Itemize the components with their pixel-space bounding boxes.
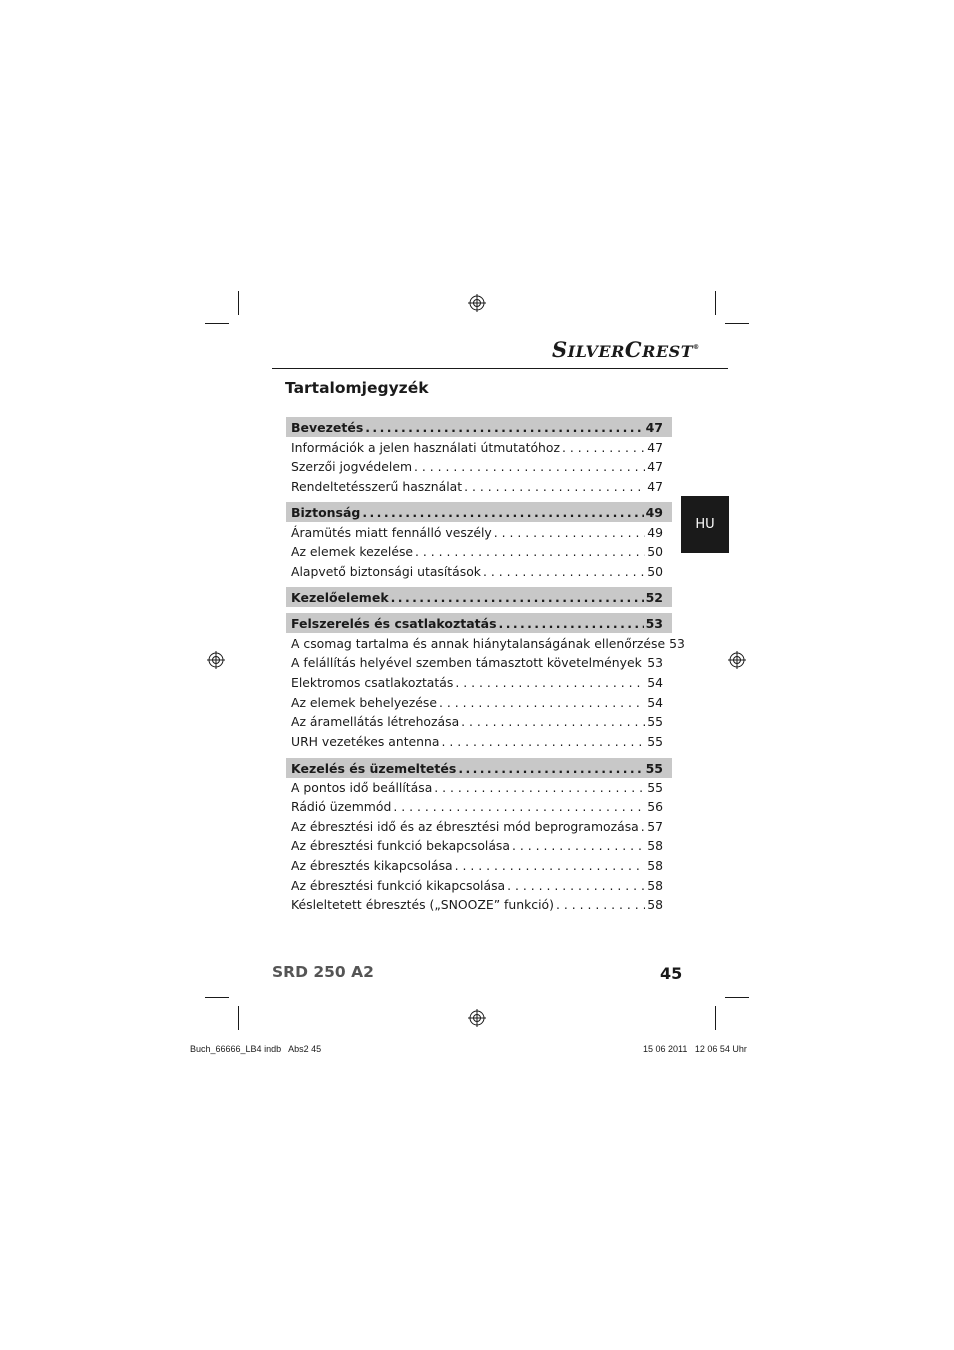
registration-mark-icon [468, 294, 486, 312]
toc-entry[interactable]: Elektromos csatlakoztatás . . . 54 [286, 672, 672, 692]
registration-mark-icon [468, 1009, 486, 1027]
toc-entry[interactable]: Késleltetett ébresztés („SNOOZE” funkció) . . . 58 [286, 894, 672, 914]
toc-entry[interactable]: Az ébresztés kikapcsolása . . . 58 [286, 855, 672, 875]
crop-mark [238, 1006, 239, 1030]
toc-section[interactable]: Felszerelés és csatlakoztatás ..... 53 [286, 613, 672, 633]
toc-entry[interactable]: A csomag tartalma és annak hiánytalanságának ellenőrzése 53 [291, 635, 685, 651]
crop-mark [205, 323, 229, 324]
header-rule [272, 368, 728, 369]
toc-entry[interactable]: Információk a jelen használati útmutatóhoz . . . 47 [286, 437, 672, 457]
toc-entry[interactable]: A felállítás helyével szemben támasztott követelmények . . . 53 [286, 652, 672, 672]
toc-entry[interactable]: Az ébresztési funkció kikapcsolása . . . 58 [286, 875, 672, 895]
toc-entry[interactable]: Az ébresztési funkció bekapcsolása . . . 58 [286, 835, 672, 855]
toc-entry[interactable]: Szerzői jogvédelem . . . 47 [286, 456, 672, 476]
toc-entry[interactable]: Az elemek behelyezése . . . 54 [286, 692, 672, 712]
toc-section[interactable]: Biztonság ..... 49 [286, 502, 672, 522]
toc-entry[interactable]: URH vezetékes antenna . . . 55 [286, 731, 672, 751]
crop-mark [715, 1006, 716, 1030]
silvercrest-logo: SILVERCREST® [552, 337, 700, 362]
toc-entry[interactable]: Rádió üzemmód . . . 56 [286, 796, 672, 816]
crop-mark [205, 997, 229, 998]
crop-mark [725, 997, 749, 998]
page-title: Tartalomjegyzék [285, 379, 429, 397]
toc-section[interactable]: Kezelés és üzemeltetés ..... 55 [286, 758, 672, 778]
toc-section[interactable]: Kezelőelemek ..... 52 [286, 587, 672, 607]
toc-entry[interactable]: Az elemek kezelése . . . 50 [286, 541, 672, 561]
crop-mark [715, 291, 716, 315]
crop-mark [725, 323, 749, 324]
model-number: SRD 250 A2 [272, 963, 374, 981]
crop-mark [238, 291, 239, 315]
registration-mark-icon [728, 651, 746, 669]
print-slug-file: Buch_66666_LB4 indb Abs2 45 [190, 1044, 322, 1054]
toc-section[interactable]: Bevezetés ..... 47 [286, 417, 672, 437]
toc-entry[interactable]: Az áramellátás létrehozása . . . 55 [286, 711, 672, 731]
print-slug-timestamp: 15 06 2011 12 06 54 Uhr [643, 1044, 747, 1054]
page-number: 45 [660, 964, 683, 983]
toc-entry[interactable]: Az ébresztési idő és az ébresztési mód beprogramozása . . . 57 [286, 816, 672, 836]
toc-entry[interactable]: A pontos idő beállítása . . . 55 [286, 777, 672, 797]
toc-entry[interactable]: Alapvető biztonsági utasítások . . . 50 [286, 561, 672, 581]
toc-entry[interactable]: Áramütés miatt fennálló veszély . . . 49 [286, 522, 672, 542]
language-tab: HU [681, 496, 729, 553]
toc-entry[interactable]: Rendeltetésszerű használat . . . 47 [286, 476, 672, 496]
registration-mark-icon [207, 651, 225, 669]
